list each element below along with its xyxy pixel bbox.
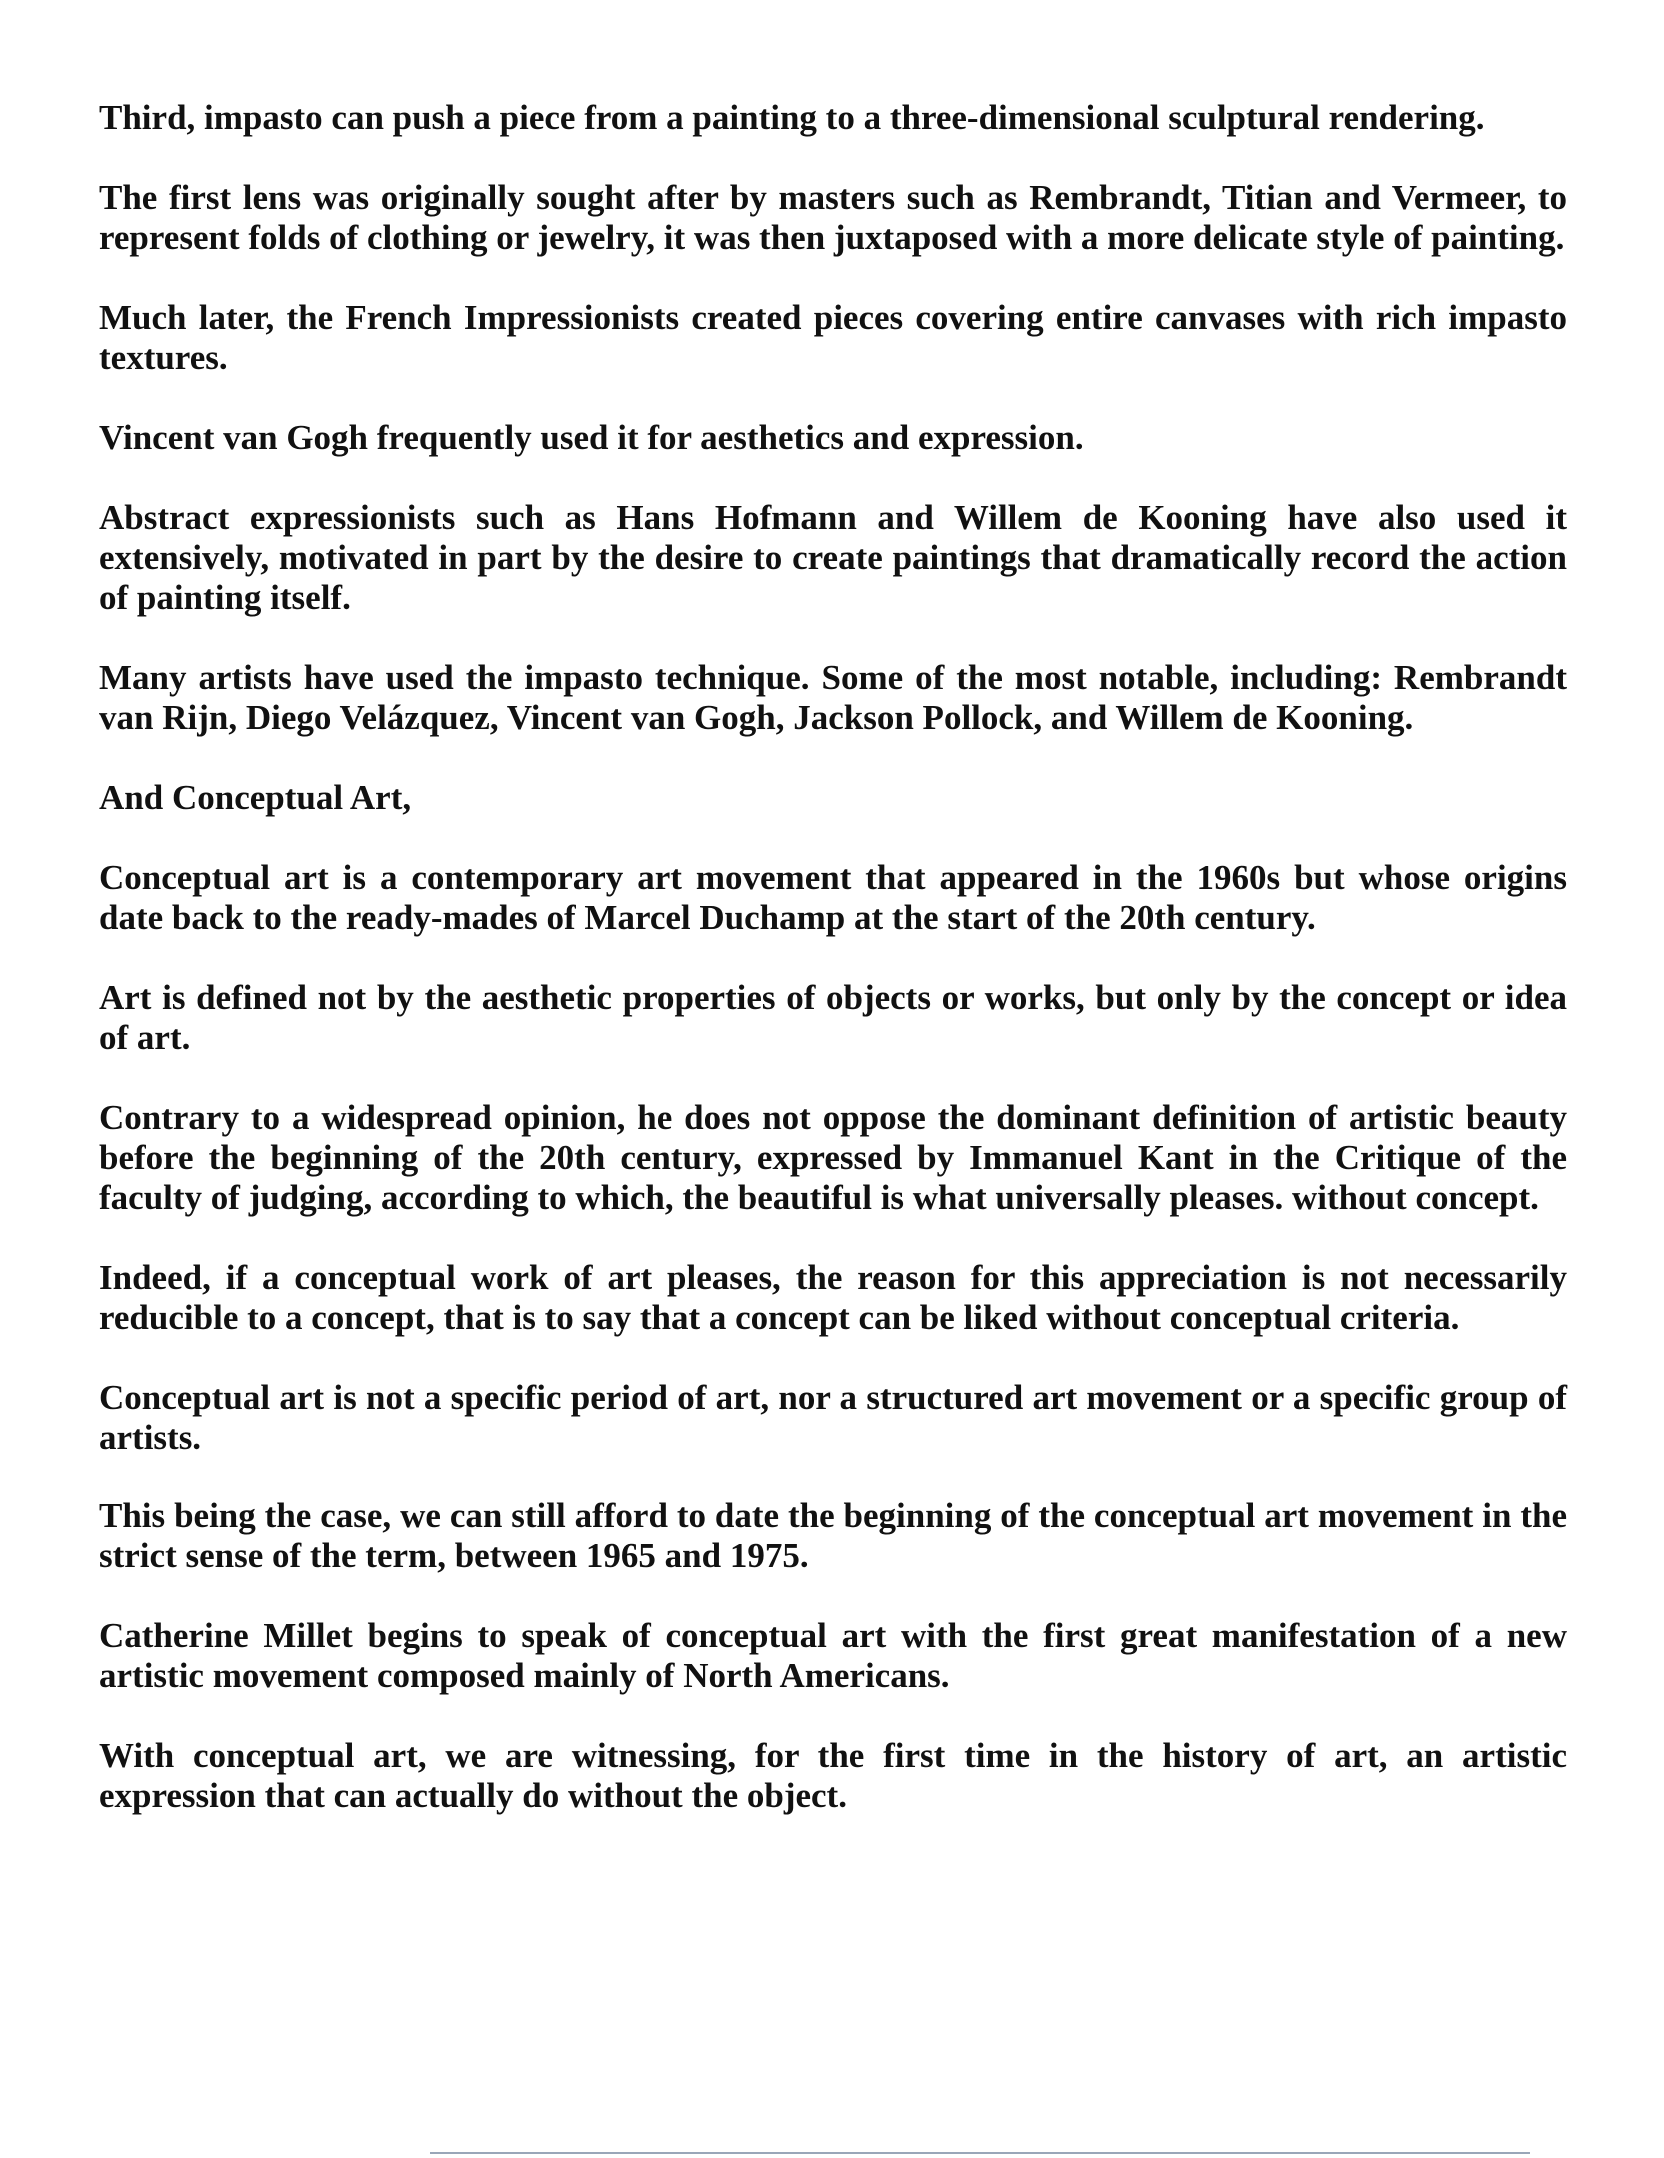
paragraph-conceptual-pleases: Indeed, if a conceptual work of art pleases, the reason for this appreciation is not necessarily reducible to a concept, that is to say that a concept can be liked without conceptual criteria. xyxy=(99,1258,1567,1337)
paragraph-conceptual-definition: Conceptual art is a contemporary art movement that appeared in the 1960s but whose origins date back to the ready-mades of Marcel Duchamp at the start of the 20th century. xyxy=(99,858,1567,937)
paragraph-catherine-millet: Catherine Millet begins to speak of conceptual art with the first great manifestation of a new artistic movement composed mainly of North Americans. xyxy=(99,1616,1567,1695)
paragraph-conceptual-heading: And Conceptual Art, xyxy=(99,778,412,817)
paragraph-french-impressionists: Much later, the French Impressionists created pieces covering entire canvases with rich impasto textures. xyxy=(99,298,1567,377)
page-bottom-rule xyxy=(430,2152,1530,2154)
paragraph-art-defined: Art is defined not by the aesthetic properties of objects or works, but only by the concept or idea of art. xyxy=(99,978,1567,1057)
paragraph-impasto-artists: Many artists have used the impasto technique. Some of the most notable, including: Rembrandt van Rijn, Diego Velázquez, Vincent van Gogh, Jackson Pollock, and Willem de Kooning. xyxy=(99,658,1567,737)
paragraph-without-object: With conceptual art, we are witnessing, for the first time in the history of art, an artistic expression that can actually do without the object. xyxy=(99,1736,1567,1815)
paragraph-impasto-sculptural: Third, impasto can push a piece from a painting to a three-dimensional sculptural rendering. xyxy=(99,98,1485,137)
document-page xyxy=(99,98,1567,1856)
paragraph-kant-beauty: Contrary to a widespread opinion, he does not oppose the dominant definition of artistic beauty before the beginning of the 20th century, expressed by Immanuel Kant in the Critique of the faculty of judging, according to which, the beautiful is what universally pleases. without concept. xyxy=(99,1098,1567,1217)
paragraph-date-movement: This being the case, we can still afford to date the beginning of the conceptual art movement in the strict sense of the term, between 1965 and 1975. xyxy=(99,1496,1567,1575)
paragraph-not-specific-period: Conceptual art is not a specific period of art, nor a structured art movement or a specific group of artists. xyxy=(99,1378,1567,1457)
paragraph-van-gogh: Vincent van Gogh frequently used it for aesthetics and expression. xyxy=(99,418,1084,457)
paragraph-abstract-expressionists: Abstract expressionists such as Hans Hofmann and Willem de Kooning have also used it extensively, motivated in part by the desire to create paintings that dramatically record the action of painting itself. xyxy=(99,498,1567,617)
paragraph-first-lens: The first lens was originally sought after by masters such as Rembrandt, Titian and Vermeer, to represent folds of clothing or jewelry, it was then juxtaposed with a more delicate style of painting. xyxy=(99,178,1567,257)
